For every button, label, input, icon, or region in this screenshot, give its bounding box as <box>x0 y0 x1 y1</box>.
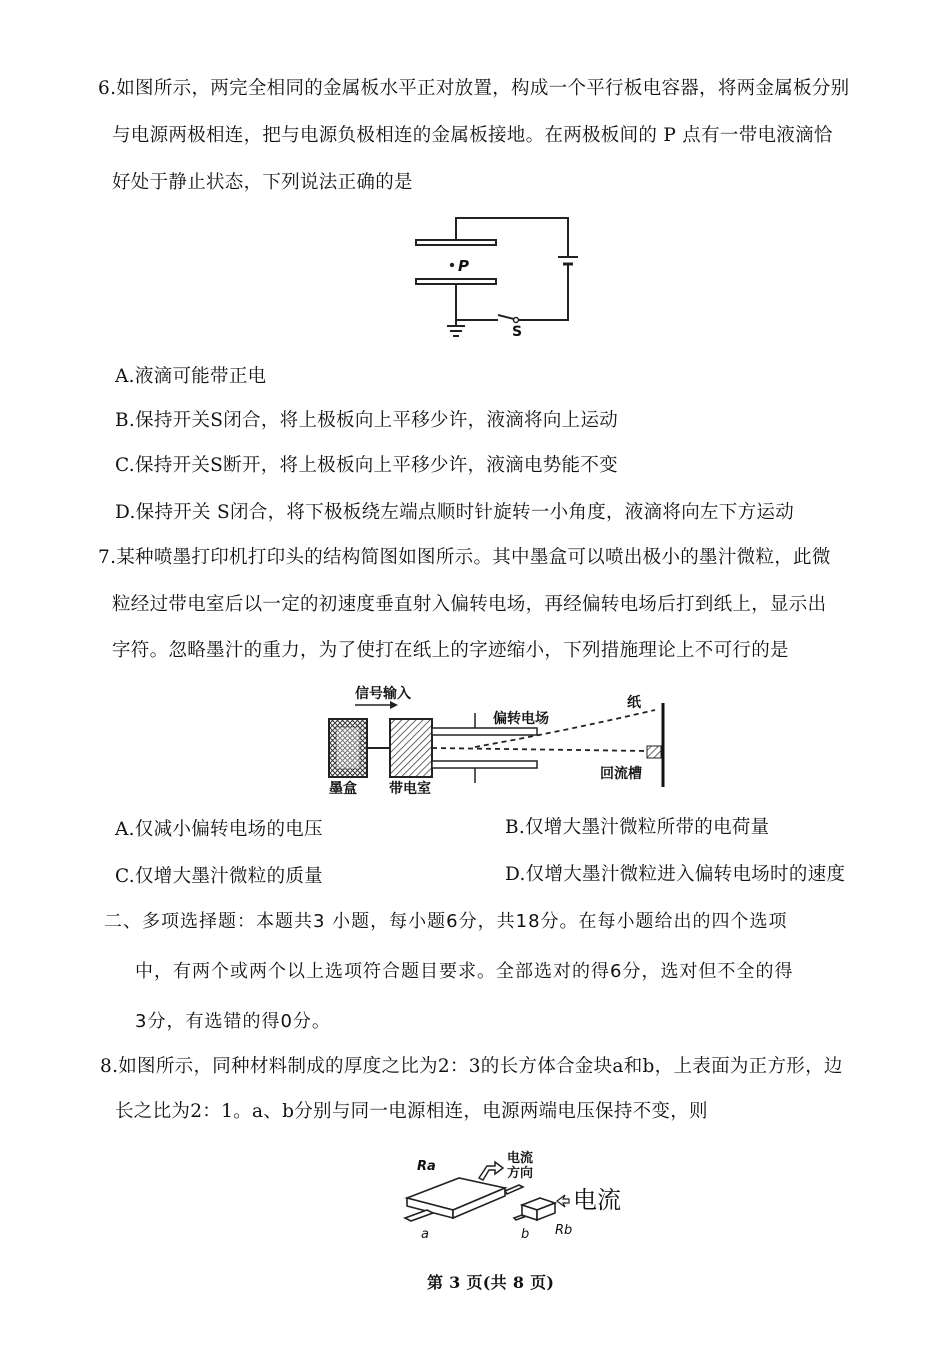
q6-stem-line-3: 好处于静止状态，下列说法正确的是 <box>112 172 413 193</box>
rb-label: Rb <box>555 1223 573 1238</box>
q7-option-a: A.仅减小偏转电场的电压 <box>115 819 323 840</box>
q7-stem-line-3: 字符。忽略墨汁的重力，为了使打在纸上的字迹缩小，下列措施理论上不可行的是 <box>112 640 789 661</box>
switch-s-label: S <box>512 324 523 340</box>
q6-option-b: B.保持开关S闭合，将上极板向上平移少许，液滴将向上运动 <box>115 410 619 431</box>
q6-option-c: C.保持开关S断开，将上极板向上平移少许，液滴电势能不变 <box>115 455 618 476</box>
signal-input-label: 信号输入 <box>355 686 411 702</box>
q7-option-d: D.仅增大墨汁微粒进入偏转电场时的速度 <box>505 864 846 885</box>
q8-stem-line-1: 8.如图所示，同种材料制成的厚度之比为2：3的长方体合金块a和b，上表面为正方形，边 <box>100 1056 843 1077</box>
q6-stem-line-1: 6.如图所示，两完全相同的金属板水平正对放置，构成一个平行板电容器，将两金属板分别 <box>98 78 850 99</box>
q7-stem-line-2: 粒经过带电室后以一定的初速度垂直射入偏转电场，再经偏转电场后打到纸上，显示出 <box>112 594 827 615</box>
block-a-label: a <box>421 1227 429 1242</box>
q7-option-b: B.仅增大墨汁微粒所带的电荷量 <box>505 817 770 838</box>
section2-line-2: 中，有两个或两个以上选项符合题目要求。全部选对的得6分，选对但不全的得 <box>135 961 794 982</box>
return-tank-label: 回流槽 <box>600 766 642 782</box>
charge-room-label: 带电室 <box>389 781 431 797</box>
q6-option-d: D.保持开关 S闭合，将下极板绕左端点顺时针旋转一小角度，液滴将向左下方运动 <box>115 502 795 523</box>
paper-label: 纸 <box>627 695 641 711</box>
block-b-label: b <box>521 1227 530 1242</box>
q6-stem-line-2: 与电源两极相连，把与电源负极相连的金属板接地。在两极板间的 P 点有一带电液滴恰 <box>112 125 833 146</box>
deflection-field-label: 偏转电场 <box>493 711 549 727</box>
q6-option-a: A.液滴可能带正电 <box>115 366 267 387</box>
current-label: 电流 <box>573 1186 621 1214</box>
ink-box-label: 墨盒 <box>329 781 357 797</box>
capacitor-circuit-figure <box>400 205 590 345</box>
point-p-label: P <box>458 257 469 275</box>
inkjet-printer-figure <box>325 683 675 798</box>
section2-line-3: 3分，有选错的得0分。 <box>135 1011 331 1032</box>
alloy-blocks-figure <box>395 1148 645 1248</box>
ra-label: Ra <box>417 1159 436 1174</box>
q7-stem-line-1: 7.某种喷墨打印机打印头的结构简图如图所示。其中墨盒可以喷出极小的墨汁微粒，此微 <box>98 547 831 568</box>
q7-option-c: C.仅增大墨汁微粒的质量 <box>115 866 323 887</box>
current-direction-line-2: 方向 <box>507 1166 534 1181</box>
page-number-footer: 第 3 页(共 8 页) <box>427 1273 555 1292</box>
section2-line-1: 二、多项选择题：本题共3 小题，每小题6分，共18分。在每小题给出的四个选项 <box>104 911 788 932</box>
current-direction-line-1: 电流 <box>507 1151 534 1166</box>
q8-stem-line-2: 长之比为2：1。a、b分别与同一电源相连，电源两端电压保持不变，则 <box>115 1101 708 1122</box>
